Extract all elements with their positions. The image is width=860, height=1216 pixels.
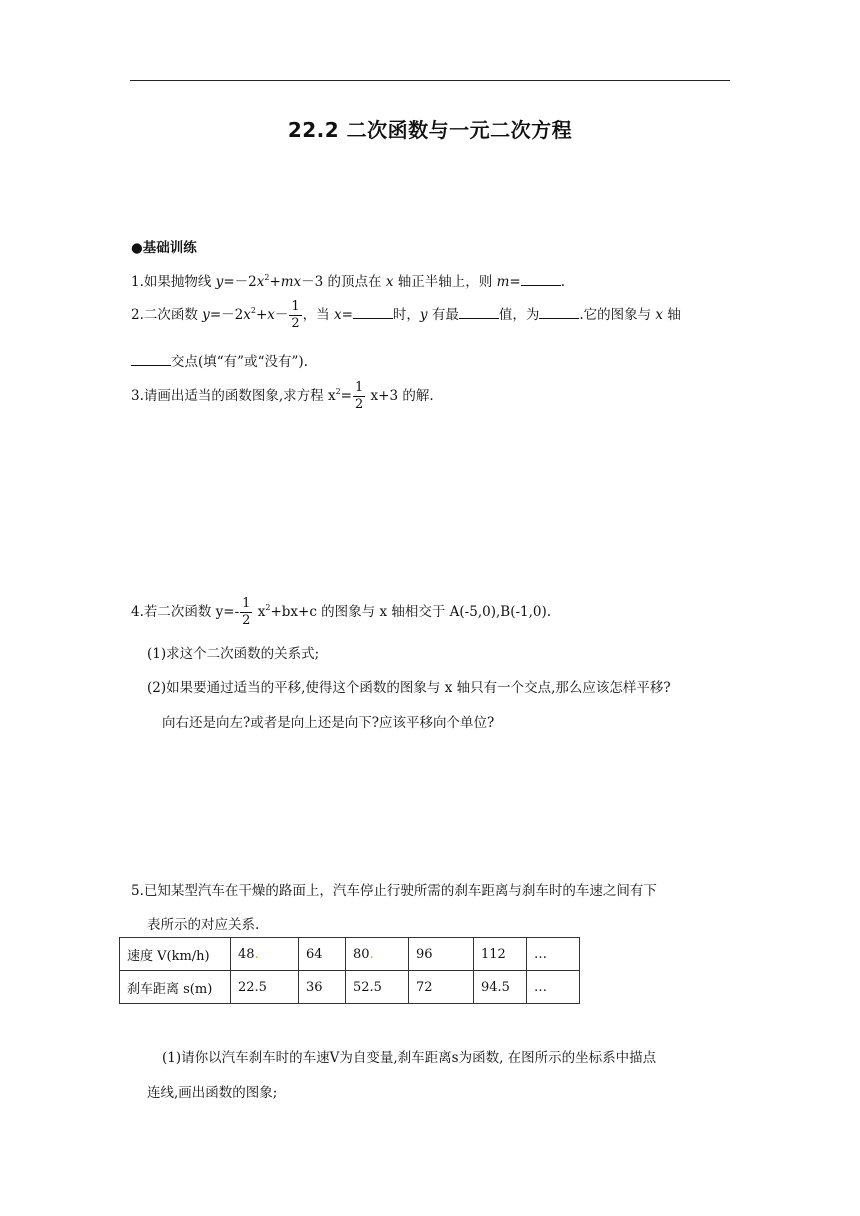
table-cell: 速度 V(km/h): [120, 938, 231, 971]
table-cell: 刹车距离 s(m): [120, 971, 231, 1004]
question-4: 4.若二次函数 y=- $\frac{1}{2}$ $x^2+bx+c$ 的图象与 x 轴相交于 A(-5,0),B(-1,0).: [131, 596, 552, 628]
fraction: $\frac{1}{2}$: [291, 299, 300, 331]
table-cell: 22.5: [231, 971, 299, 1004]
table-cell: 80.: [346, 938, 409, 971]
table-cell: …: [527, 971, 580, 1004]
table-cell: 96: [409, 938, 474, 971]
question-3: 3.请画出适当的函数图象,求方程 $x^2=$ $\frac{1}{2}$ x+3 的解.: [131, 380, 434, 412]
table-cell: …: [527, 938, 580, 971]
table-cell: 94.5: [474, 971, 527, 1004]
question-4-part-2-cont: 向右还是向左?或者是向上还是向下?应该平移向个单位?: [162, 715, 495, 731]
table-cell: 52.5: [346, 971, 409, 1004]
fraction: $\frac{1}{2}$: [354, 380, 364, 412]
header-rule: [130, 80, 730, 81]
answer-blank: [131, 353, 171, 366]
question-4-part-1: (1)求这个二次函数的关系式;: [147, 646, 320, 662]
section-heading: ●基础训练: [131, 240, 197, 256]
answer-blank: [521, 273, 561, 286]
table-cell: 112: [474, 938, 527, 971]
table-cell: 36: [299, 971, 346, 1004]
fraction: $\frac{1}{2}$: [242, 596, 251, 628]
question-1: 1.如果抛物线 $y=-2x^2+mx-3$ 的顶点在 x 轴正半轴上，则 m= .: [131, 273, 565, 290]
question-5-part-1-cont: 连线,画出函数的图象;: [147, 1085, 278, 1101]
answer-blank: [459, 306, 499, 319]
answer-blank: [539, 306, 579, 319]
question-5-cont: 表所示的对应关系.: [147, 917, 260, 933]
question-4-part-2: (2)如果要通过适当的平移,使得这个函数的图象与 x 轴只有一个交点,那么应该怎样平移?: [147, 680, 671, 696]
table-cell: 64: [299, 938, 346, 971]
speed-distance-table: [119, 937, 580, 1004]
table-cell: 48.: [231, 938, 299, 971]
question-2-cont: 交点(填“有”或“没有”).: [131, 350, 308, 370]
table-cell: 72: [409, 971, 474, 1004]
table-row: [120, 938, 580, 971]
table-row: [120, 971, 580, 1004]
page-title: 22.2 二次函数与一元二次方程: [287, 118, 573, 142]
question-5: 5.已知某型汽车在干燥的路面上，汽车停止行驶所需的刹车距离与刹车时的车速之间有下: [131, 883, 657, 899]
question-2: 2.二次函数 $y=-2x^2+x-$ $\frac{1}{2}$ ，当 x= 时，y 有最 值，为 .它的图象与 x 轴: [131, 299, 681, 331]
answer-blank: [353, 306, 393, 319]
question-5-part-1: (1)请你以汽车刹车时的车速V为自变量,刹车距离s为函数, 在图所示的坐标系中描点: [162, 1050, 657, 1066]
